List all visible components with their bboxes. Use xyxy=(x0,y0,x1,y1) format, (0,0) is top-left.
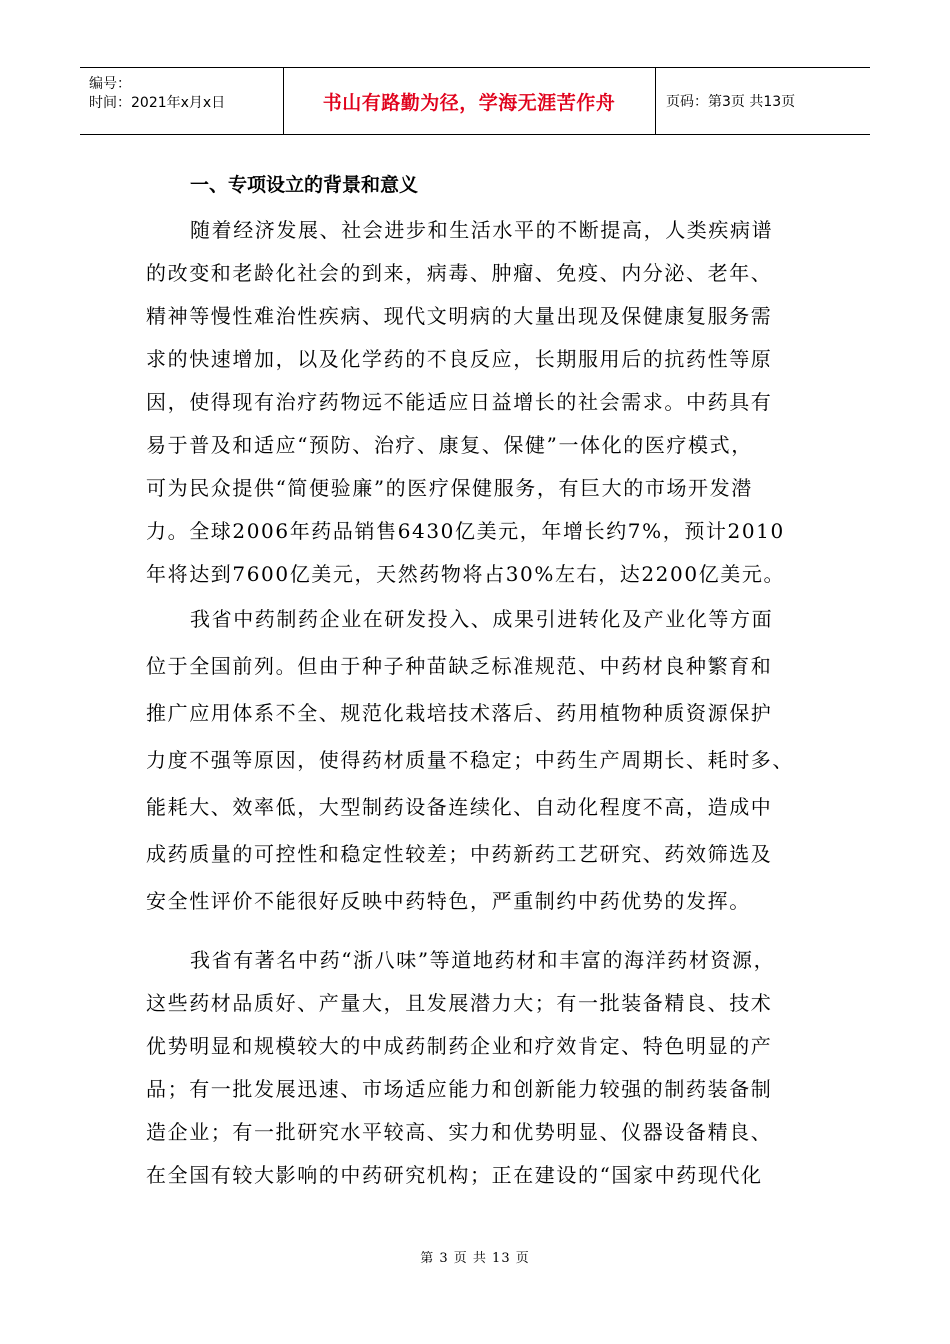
body-line: 成药质量的可控性和稳定性较差；中药新药工艺研究、药效筛选及 xyxy=(146,842,773,866)
body-line: 求的快速增加，以及化学药的不良反应，长期服用后的抗药性等原 xyxy=(146,347,773,371)
header-page-code: 页码：第3页 共13页 xyxy=(666,94,796,110)
body-line: 可为民众提供“简便验廉”的医疗保健服务，有巨大的市场开发潜 xyxy=(146,476,753,500)
section-heading: 一、专项设立的背景和意义 xyxy=(190,174,419,196)
body-line: 年将达到7600亿美元，天然药物将占30%左右，达2200亿美元。 xyxy=(146,562,786,586)
document-date-label: 时间：2021年x月x日 xyxy=(89,95,226,111)
body-line: 因，使得现有治疗药物远不能适应日益增长的社会需求。中药具有 xyxy=(146,390,773,414)
body-line: 精神等慢性难治性疾病、现代文明病的大量出现及保健康复服务需 xyxy=(146,304,773,328)
body-line: 我省中药制药企业在研发投入、成果引进转化及产业化等方面 xyxy=(190,607,774,631)
header-motto: 书山有路勤为径，学海无涯苦作舟 xyxy=(283,68,656,134)
header-meta-cell xyxy=(80,68,284,134)
body-line: 安全性评价不能很好反映中药特色，严重制约中药优势的发挥。 xyxy=(146,889,751,913)
body-line: 在全国有较大影响的中药研究机构；正在建设的“国家中药现代化 xyxy=(146,1163,763,1187)
body-line: 优势明显和规模较大的中成药制药企业和疗效肯定、特色明显的产 xyxy=(146,1034,773,1058)
body-line: 这些药材品质好、产量大，且发展潜力大；有一批装备精良、技术 xyxy=(146,991,773,1015)
body-line: 位于全国前列。但由于种子种苗缺乏标准规范、中药材良种繁育和 xyxy=(146,654,773,678)
document-header xyxy=(80,67,870,135)
body-line: 品；有一批发展迅速、市场适应能力和创新能力较强的制药装备制 xyxy=(146,1077,773,1101)
body-line: 能耗大、效率低，大型制药设备连续化、自动化程度不高，造成中 xyxy=(146,795,773,819)
body-line: 易于普及和适应“预防、治疗、康复、保健”一体化的医疗模式， xyxy=(146,433,753,457)
body-line: 的改变和老龄化社会的到来，病毒、肿瘤、免疫、内分泌、老年、 xyxy=(146,261,773,285)
document-number-label: 编号： xyxy=(89,76,131,92)
body-line: 力。全球2006年药品销售6430亿美元，年增长约7%，预计2010 xyxy=(146,519,785,543)
page-footer: 第 3 页 共 13 页 xyxy=(420,1251,530,1266)
body-line: 推广应用体系不全、规范化栽培技术落后、药用植物种质资源保护 xyxy=(146,701,773,725)
body-line: 随着经济发展、社会进步和生活水平的不断提高，人类疾病谱 xyxy=(190,218,774,242)
body-line: 我省有著名中药“浙八味”等道地药材和丰富的海洋药材资源， xyxy=(190,948,776,972)
body-line: 造企业；有一批研究水平较高、实力和优势明显、仪器设备精良、 xyxy=(146,1120,773,1144)
body-line: 力度不强等原因，使得药材质量不稳定；中药生产周期长、耗时多、 xyxy=(146,748,794,772)
